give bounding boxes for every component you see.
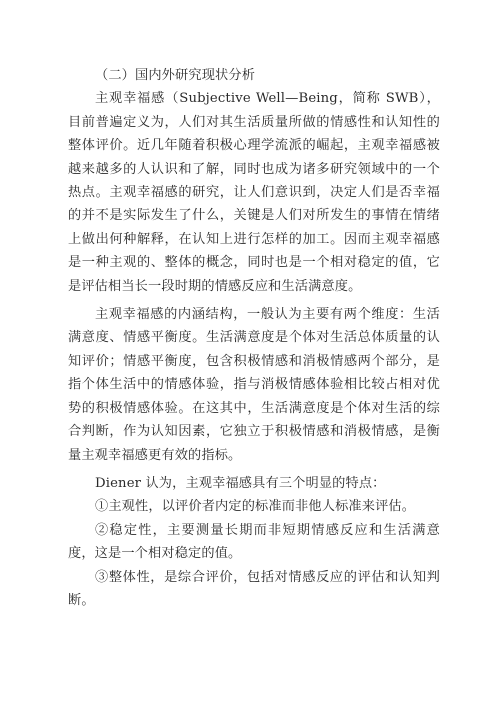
feature-item-subjectivity: ①主观性，以评价者内定的标准而非他人标准来评估。 bbox=[95, 499, 416, 515]
feature-item-stability: ②稳定性，主要测量长期而非短期情感反应和生活满意度，这是一个相对稳定的值。 bbox=[68, 522, 440, 562]
feature-item-integrity: ③整体性，是综合评价，包括对情感反应的评估和认知判断。 bbox=[68, 569, 440, 608]
document-body bbox=[68, 64, 440, 612]
paragraph-swb-definition: 主观幸福感（Subjective Well—Being，简称 SWB），目前普遍定义为，人们对其生活质量所做的情感性和认知性的整体评价。近几年随着积极心理学流派的崛起，主观幸福感被越来越多的人认识和了解，同时也成为诸多研究领域中的一个热点。主观幸福感的研究，让人们意识到，决定人们是否幸福的并不是实际发生了什么，关键是人们对所发生的事情在情绪上做出何种解释，在认知上进行怎样的加工。因而主观幸福感是一种主观的、整体的概念，同时也是一个相对稳定的值，它是评估相当长一段时期的情感反应和生活满意度。 bbox=[68, 91, 440, 294]
paragraph-diener-intro: Diener 认为，主观幸福感具有三个明显的特点： bbox=[95, 475, 386, 491]
section-heading: （二）国内外研究现状分析 bbox=[95, 68, 256, 83]
paragraph-swb-structure: 主观幸福感的内涵结构，一般认为主要有两个维度：生活满意度、情感平衡度。生活满意度是个体对生活总体质量的认知评价；情感平衡度，包含积极情感和消极情感两个部分，是指个体生活中的情感体验，指与消极情感体验相比较占相对优势的积极情感体验。在这其中，生活满意度是个体对生活的综合判断，作为认知因素，它独立于积极情感和消极情感，是衡量主观幸福感更有效的指标。 bbox=[68, 307, 440, 463]
